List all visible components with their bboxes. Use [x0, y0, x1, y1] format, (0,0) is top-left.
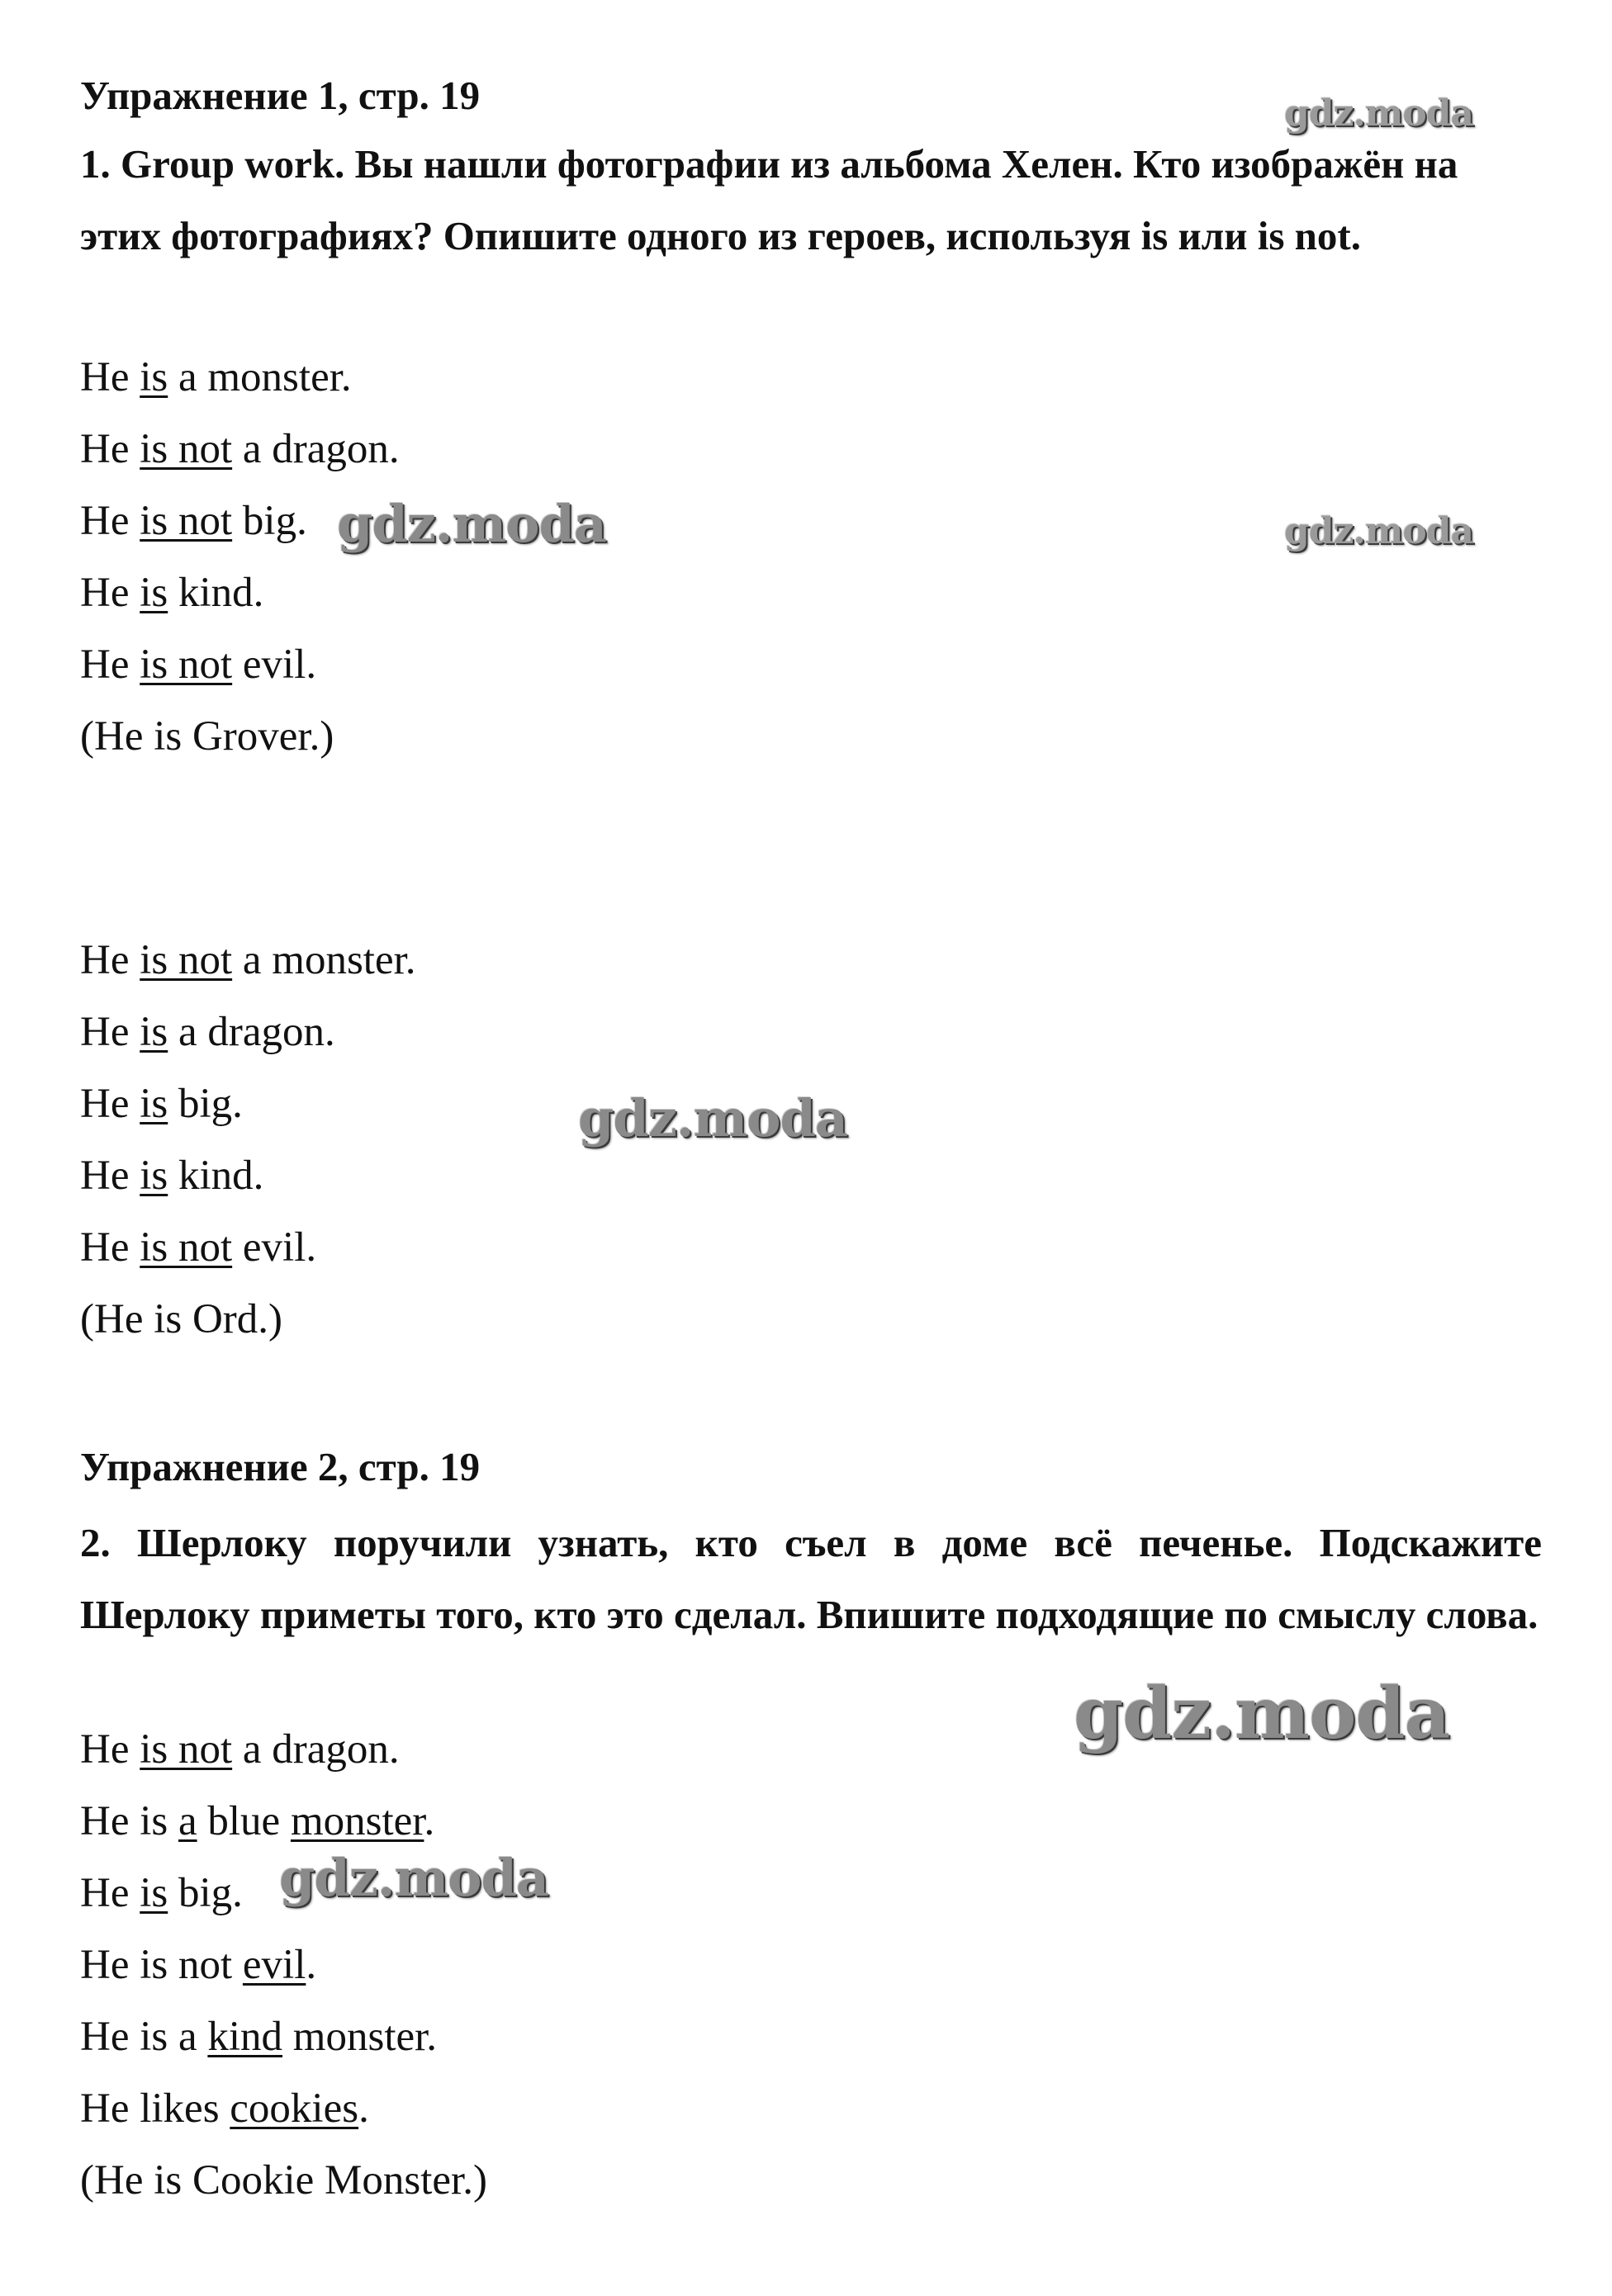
- answer-text: He is: [80, 1798, 178, 1844]
- answer-line: [80, 1726, 400, 1773]
- watermark-logo: gdz.moda: [1284, 92, 1474, 135]
- answer-text: He: [80, 498, 140, 544]
- answer-line: [80, 1798, 435, 1844]
- answer-text: monster.: [282, 2014, 438, 2060]
- answer-text: He: [80, 1081, 140, 1127]
- answer-text: a monster.: [168, 354, 352, 400]
- answer-line: [80, 1296, 283, 1342]
- filled-answer: is not: [140, 498, 233, 544]
- answer-line: [80, 1872, 243, 1915]
- answer-line: [80, 354, 352, 400]
- filled-answer: is not: [140, 937, 233, 983]
- filled-answer: is not: [140, 1726, 233, 1773]
- exercise-1-task: 1. Group work. Вы нашли фотографии из альбома Хелен. Кто изображён на этих фотографиях? Опишите одного из героев, используя is или is not.: [80, 141, 1458, 258]
- answer-line: [80, 500, 307, 542]
- answer-line: [80, 641, 317, 688]
- exercise-2-task: 2. Шерлоку поручили узнать, кто съел в доме всё печенье. Подскажите Шерлоку приметы того, кто это сделал. Впишите подходящие по смыслу слова.: [80, 1520, 1542, 1637]
- answer-text: (He is Ord.): [80, 1296, 283, 1342]
- watermark-logo: gdz.moda: [578, 1088, 847, 1148]
- answer-text: He: [80, 1009, 140, 1055]
- answer-text: blue: [197, 1798, 291, 1844]
- answer-text: .: [424, 1798, 435, 1844]
- answer-line: [80, 937, 416, 983]
- answer-text: He is not: [80, 1942, 243, 1988]
- answer-text: a monster.: [232, 937, 416, 983]
- filled-answer: kind: [207, 2014, 283, 2060]
- answer-line: [80, 1155, 263, 1197]
- answer-text: (He is Grover.): [80, 713, 334, 760]
- filled-answer: is not: [140, 641, 233, 688]
- answer-text: He: [80, 570, 140, 616]
- answer-text: .: [306, 1942, 317, 1988]
- answer-text: He is a: [80, 2014, 208, 2060]
- answer-text: big.: [168, 1870, 243, 1916]
- answer-line: [80, 713, 334, 760]
- answer-line: [80, 2157, 487, 2204]
- watermark-logo: gdz.moda: [1074, 1672, 1450, 1755]
- watermark-logo: gdz.moda: [279, 1848, 548, 1908]
- answer-text: .: [358, 2085, 369, 2132]
- answer-line: [80, 1011, 335, 1053]
- answer-line: [80, 2016, 437, 2058]
- answer-text: He likes: [80, 2085, 230, 2132]
- answer-text: He: [80, 1153, 140, 1199]
- answer-text: kind.: [168, 1153, 264, 1199]
- answer-text: kind.: [168, 570, 264, 616]
- filled-answer: is: [140, 1870, 168, 1916]
- answer-text: He: [80, 1870, 140, 1916]
- answer-text: a dragon.: [232, 426, 400, 472]
- answer-text: (He is Cookie Monster.): [80, 2157, 487, 2204]
- exercise-2-heading: Упражнение 2, стр. 19: [80, 1444, 481, 1489]
- answer-text: evil.: [232, 641, 317, 688]
- watermark-logo: gdz.moda: [1284, 510, 1474, 552]
- filled-answer: is not: [140, 1224, 233, 1271]
- filled-answer: is not: [140, 426, 233, 472]
- answer-text: He: [80, 937, 140, 983]
- answer-text: He: [80, 641, 140, 688]
- filled-answer: cookies: [230, 2085, 359, 2132]
- answer-text: big.: [232, 498, 307, 544]
- answer-text: a dragon.: [232, 1726, 400, 1773]
- filled-answer: is: [140, 570, 168, 616]
- answer-text: He: [80, 1726, 140, 1773]
- filled-answer: is: [140, 1081, 168, 1127]
- watermark-logo: gdz.moda: [337, 494, 606, 554]
- filled-answer: monster: [290, 1798, 424, 1844]
- answer-text: He: [80, 1224, 140, 1271]
- answer-line: [80, 1224, 317, 1271]
- answer-text: a dragon.: [168, 1009, 335, 1055]
- filled-answer: a: [178, 1798, 197, 1844]
- answer-text: big.: [168, 1081, 243, 1127]
- answer-line: [80, 428, 400, 471]
- answer-text: He: [80, 426, 140, 472]
- answer-line: [80, 2085, 369, 2132]
- filled-answer: evil: [242, 1942, 306, 1988]
- filled-answer: is: [140, 1009, 168, 1055]
- answer-text: evil.: [232, 1224, 317, 1271]
- filled-answer: is: [140, 354, 168, 400]
- exercise-1-heading: Упражнение 1, стр. 19: [80, 73, 481, 118]
- answer-line: [80, 1083, 243, 1125]
- filled-answer: is: [140, 1153, 168, 1199]
- answer-line: [80, 572, 263, 614]
- answer-text: He: [80, 354, 140, 400]
- answer-line: [80, 1944, 316, 1986]
